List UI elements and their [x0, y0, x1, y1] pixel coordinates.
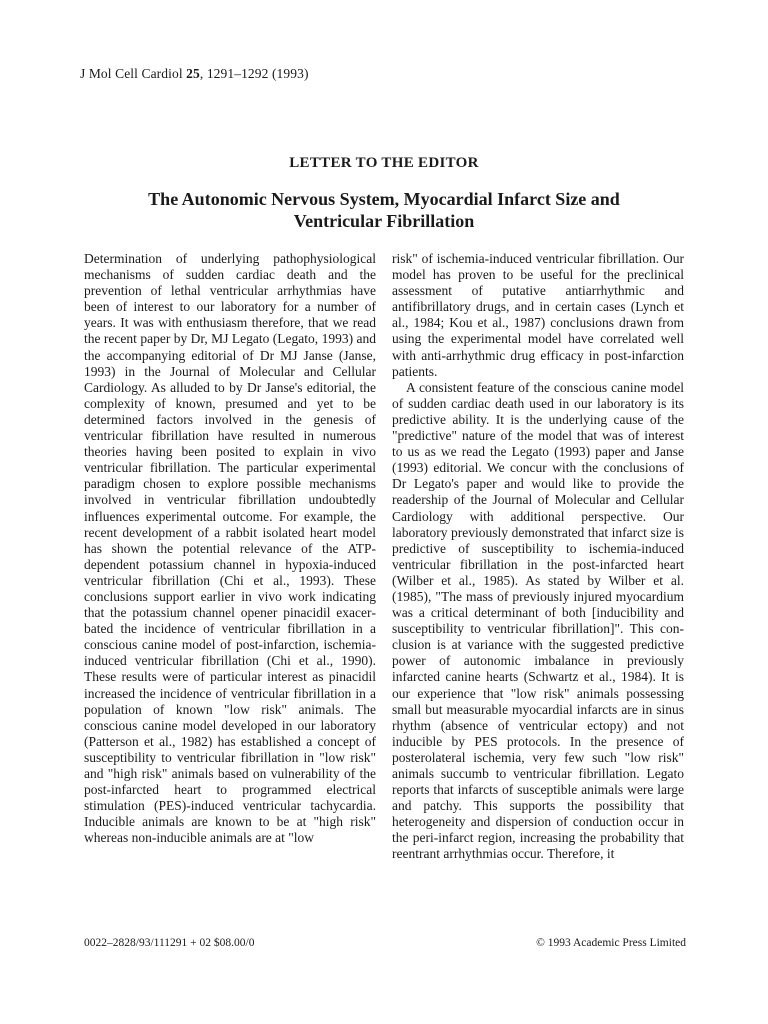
article-title [90, 188, 678, 232]
journal-citation [80, 66, 309, 82]
journal-volume: 25 [186, 66, 200, 81]
footer-code: 0022–2828/93/111291 + 02 $08.00/0 [84, 937, 255, 949]
right-column [392, 251, 684, 863]
footer-copyright: © 1993 Academic Press Limited [536, 937, 686, 949]
journal-pages: , 1291–1292 (1993) [199, 66, 309, 81]
journal-name: J Mol Cell Cardiol [80, 66, 183, 81]
title-line-2: Ventricular Fibrillation [293, 211, 475, 231]
left-column [84, 251, 376, 846]
left-paragraph: Determination of underlying pathophysiological mechanisms of sudden cardiac death and the prevention of lethal ventricular arrhythmias have been of interest to our laboratory for a number of years. It was with enthusiasm therefore, that we read the recent paper by Dr, MJ Legato (Legato, 1993) and the accompanying editorial of Dr MJ Janse (Janse, 1993) in the Journal of Molecular and Cellular Cardiology. As alluded to by Dr Janse's editorial, the complexity of known, presumed and yet to be determined factors involved in the genesis of ventricular fibrillation have resulted in numerous theories having been posited to explain in vivo ventricular fibrillation. The particular experimental paradigm chosen to explore possible mechanisms involved in ventricular fibrillation undoubtedly influences experimental outcome. For example, the recent development of a rabbit isolated heart model has shown the potential relevance of the ATP-dependent potassium channel in hypoxia-induced ventricular fibrillation (Chi et al., 1993). These conclusions support earlier in vivo work indicating that the potassium channel opener pinacidil exacerbated the incidence of ventricular fibrillation in a conscious canine model of post-infarction, ischemia-induced ventricular fibrillation (Chi et al., 1990). These results were of particular interest as pinacidil increased the incidence of ventricular fibrillation in a population of known "low risk" animals. The conscious canine model developed in our laboratory (Patterson et al., 1982) has established a concept of susceptibility to ventricular fibrillation in "low risk" and "high risk" animals based on vulnerability of the post-infarcted heart to programmed electrical stimulation (PES)-induced ventricular tachycardia. Inducible animals are known to be at "high risk" whereas non-inducible animals are at "low [84, 251, 376, 846]
right-paragraph-1: risk" of ischemia-induced ventricular fibrillation. Our model has proven to be useful for the preclinical assessment of putative antiarrhythmic and antifibrillatory drugs, and in certain cases (Lynch et al., 1984; Kou et al., 1987) conclusions drawn from using the experimental model have correlated well with anti-arrhythmic drug efficacy in post-infarction patients. [392, 251, 684, 379]
right-paragraph-2: A consistent feature of the conscious canine model of sudden cardiac death used in our laboratory is its predictive ability. It is the underlying cause of the "predictive" nature of the model that was of interest to us as we read the Legato (1993) paper and Janse (1993) editorial. We concur with the conclusions of Dr Legato's paper and would like to provide the readership of the Journal of Molecular and Cellular Cardiology with additional perspective. Our laboratory previously demonstrated that infarct size is predictive of susceptibility to ischemia-induced ventricular fibrillation in the post-infarcted heart (Wilber et al., 1985). As stated by Wilber et al. (1985), "The mass of previously injured myocardium was a critical determinant of both [inducibility and susceptibility to ventricular fibrillation]". This conclusion is at variance with the suggested predictive power of autonomic imbalance in previously infarcted canine hearts (Schwartz et al., 1984). It is our experience that "low risk" animals possessing small but measurable myocardial infarcts are in sinus rhythm (absence of ventricular ectopy) and not inducible by PES protocols. In the presence of posterolateral ischemia, very few such "low risk" animals succumb to ventricular fibrillation. Legato reports that infarcts of susceptible animals were large and patchy. This supports the possibility that heterogeneity and dispersion of conduction occur in the peri-infarct region, increasing the probability that reentrant arrhythmias occur. Therefore, it [392, 379, 684, 862]
section-label: LETTER TO THE EDITOR [289, 155, 479, 171]
title-line-1: The Autonomic Nervous System, Myocardial Infarct Size and [148, 189, 620, 209]
